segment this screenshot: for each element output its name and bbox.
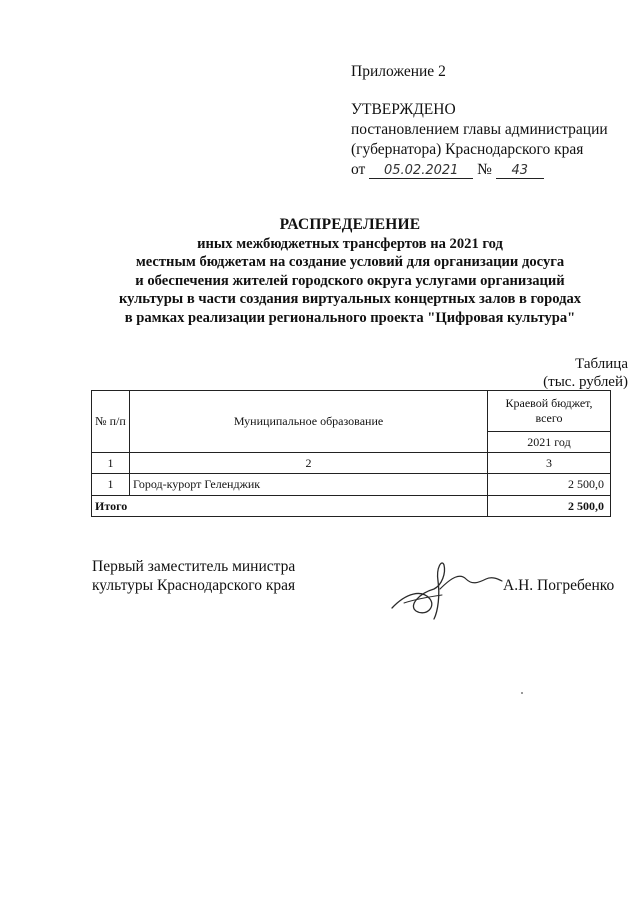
number-label: № xyxy=(477,161,492,178)
scan-speck xyxy=(521,692,523,694)
table-label: Таблица xyxy=(575,356,628,372)
table-header-row xyxy=(92,391,611,432)
title-line: культуры в части создания виртуальных концертных залов в городах xyxy=(118,291,582,308)
approved-label: УТВЕРЖДЕНО xyxy=(351,101,456,118)
approval-line-2: (губернатора) Краснодарского края xyxy=(351,141,584,158)
title-line: местным бюджетам на создание условий для организации досуга xyxy=(135,254,565,271)
approval-line-1: постановлением главы администрации xyxy=(351,121,608,138)
signer-name: А.Н. Погребенко xyxy=(503,577,615,594)
title-head: РАСПРЕДЕЛЕНИЕ xyxy=(279,216,421,233)
table-caption xyxy=(543,355,628,391)
appendix-label: Приложение 2 xyxy=(351,63,446,80)
document-title xyxy=(60,216,640,328)
title-line: иных межбюджетных трансфертов на 2021 год xyxy=(197,235,503,252)
handwritten-signature xyxy=(386,553,516,623)
total-label: Итого xyxy=(92,496,488,517)
approval-number: 43 xyxy=(496,163,544,179)
approval-date: 05.02.2021 xyxy=(369,163,473,179)
approval-block xyxy=(351,62,621,180)
index-cell: 3 xyxy=(488,453,611,474)
table-row xyxy=(92,474,611,496)
approval-date-number xyxy=(351,160,621,180)
row-num: 1 xyxy=(92,474,130,496)
row-value: 2 500,0 xyxy=(488,474,611,496)
header-budget: Краевой бюджет, всего xyxy=(488,391,611,432)
table-units: (тыс. рублей) xyxy=(543,374,628,390)
from-label: от xyxy=(351,161,366,178)
header-num: № п/п xyxy=(92,391,130,453)
index-cell: 2 xyxy=(130,453,488,474)
signer-position-line-2: культуры Краснодарского края xyxy=(92,577,296,594)
header-year: 2021 год xyxy=(488,432,611,453)
distribution-table xyxy=(91,390,611,517)
signer-position xyxy=(92,557,295,595)
table-index-row xyxy=(92,453,611,474)
index-cell: 1 xyxy=(92,453,130,474)
header-municipality: Муниципальное образование xyxy=(130,391,488,453)
row-municipality: Город-курорт Геленджик xyxy=(130,474,488,496)
total-value: 2 500,0 xyxy=(488,496,611,517)
table-total-row xyxy=(92,496,611,517)
signer-position-line-1: Первый заместитель министра xyxy=(92,558,296,575)
title-line: и обеспечения жителей городского округа услугами организаций xyxy=(135,272,565,289)
title-line: в рамках реализации регионального проекта "Цифровая культура" xyxy=(124,309,576,326)
